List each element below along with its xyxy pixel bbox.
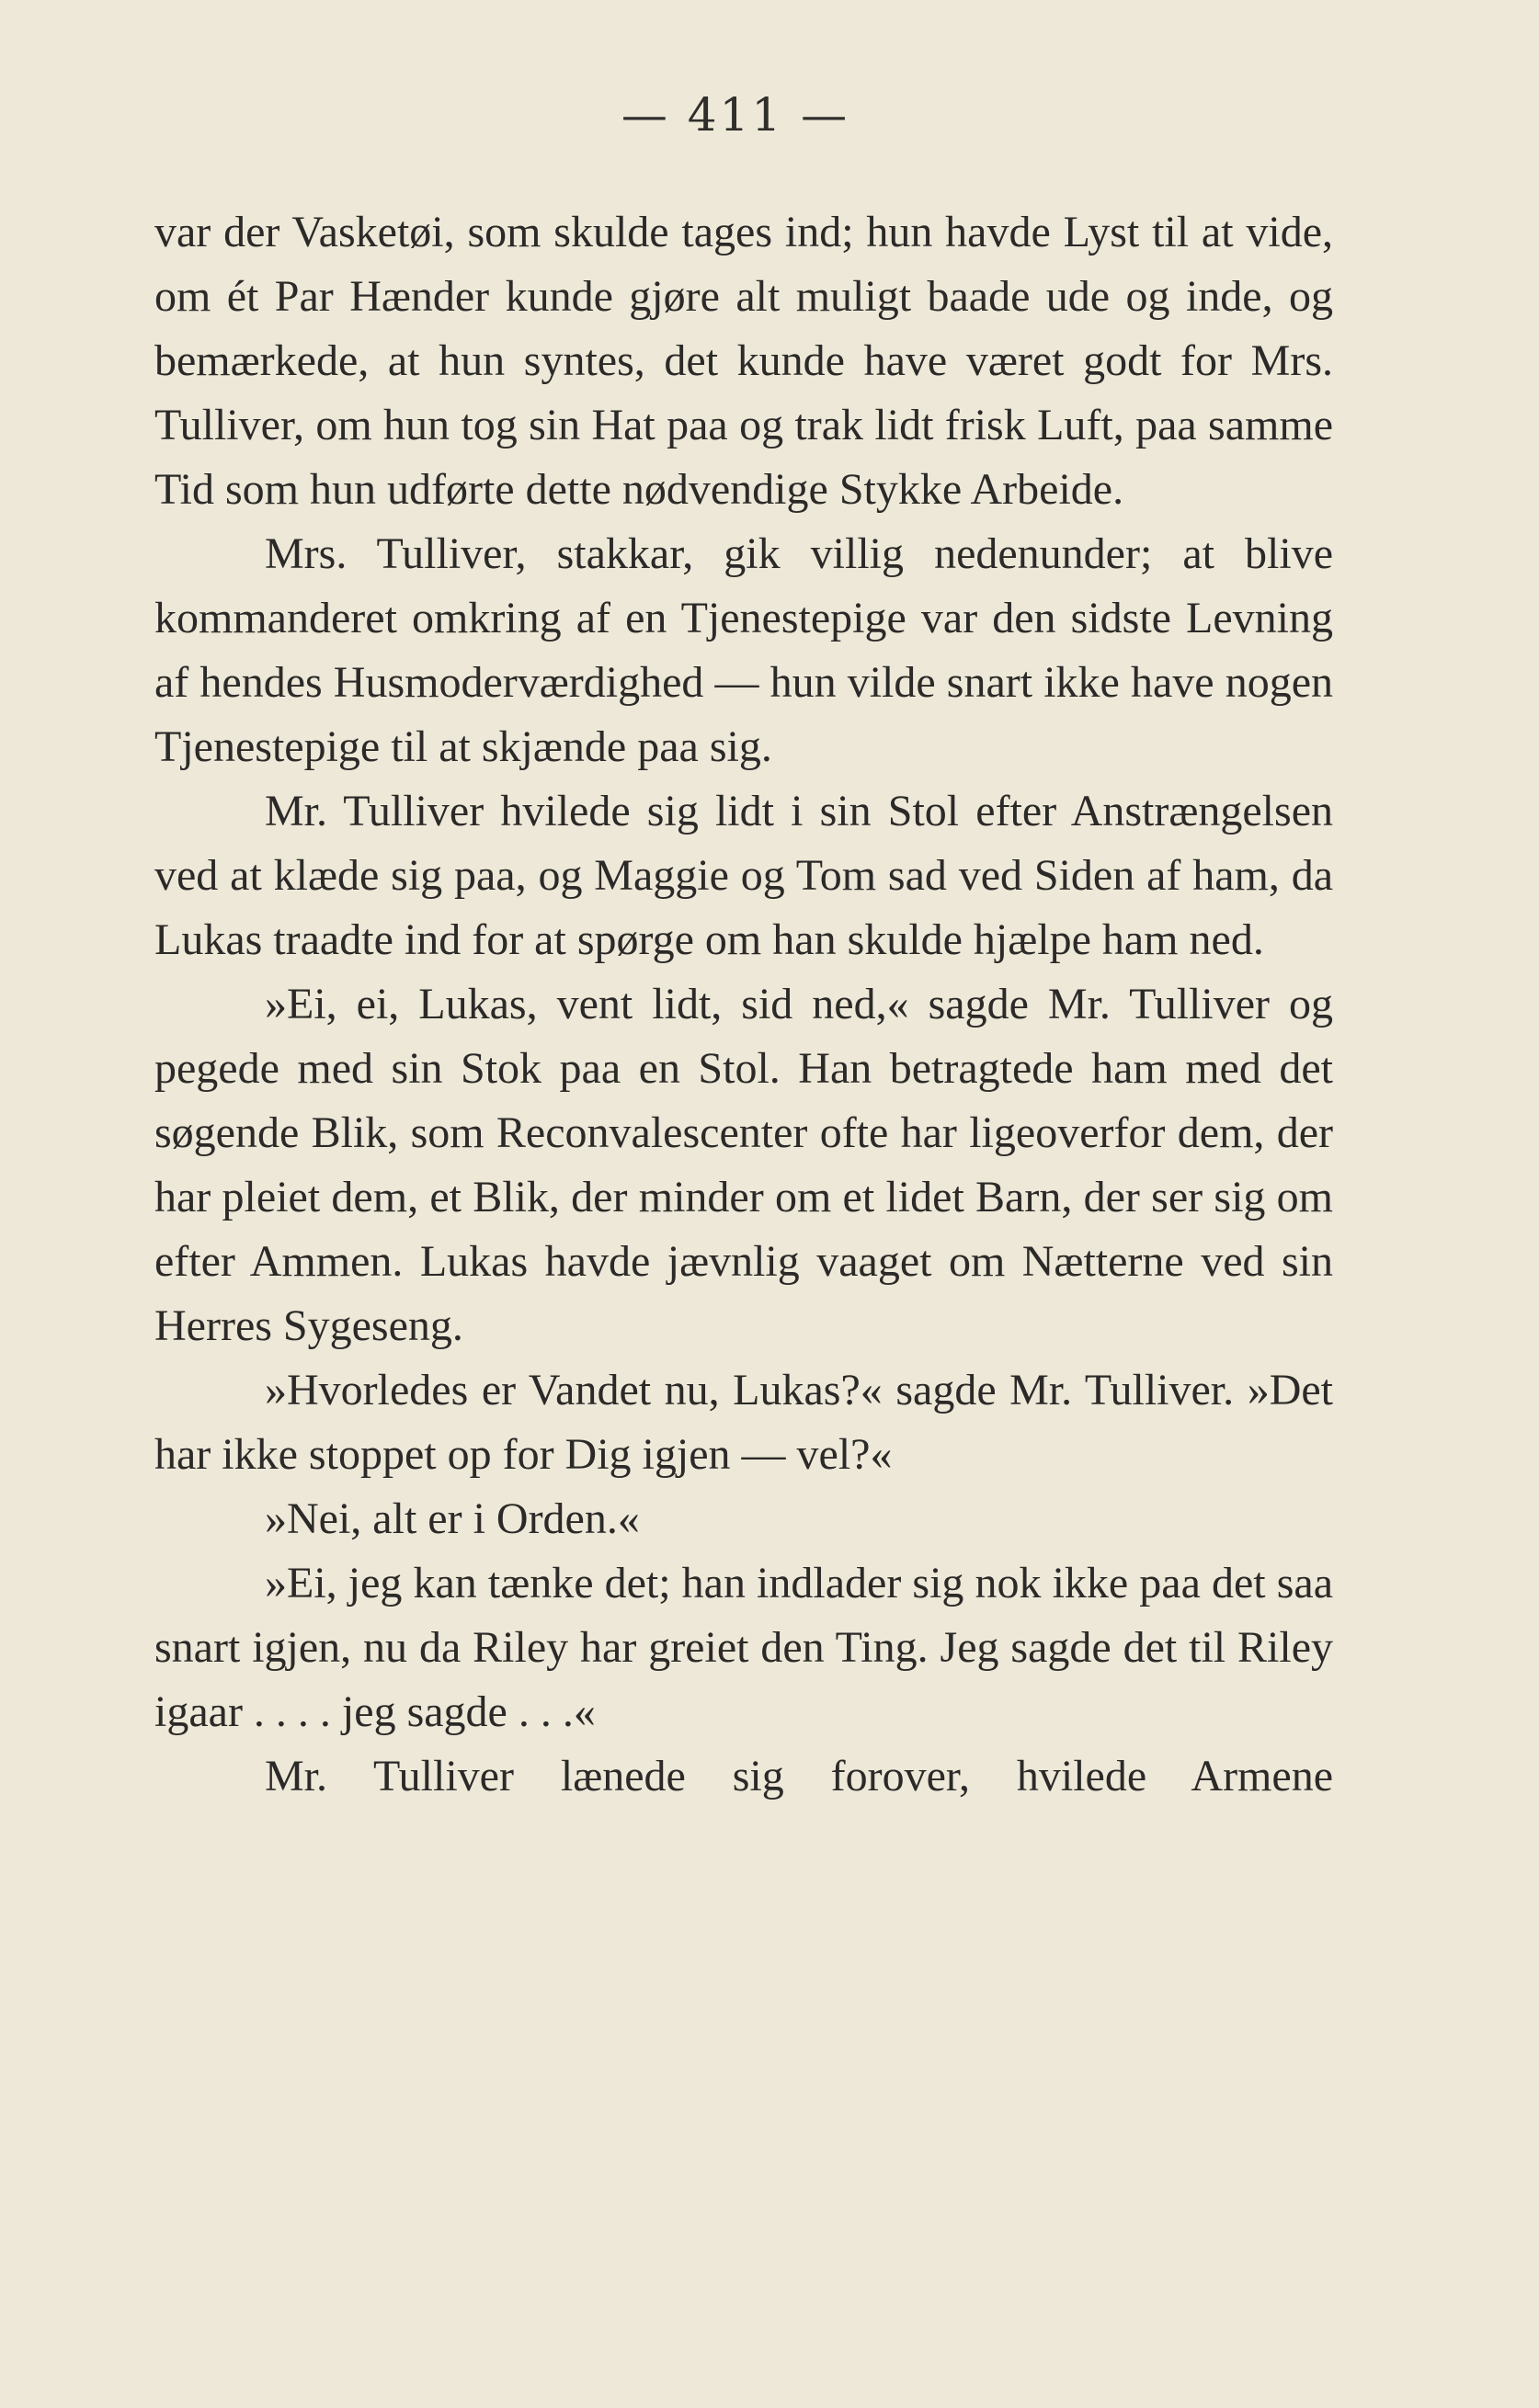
body-text — [154, 200, 1333, 1809]
page-number: — 411 — — [621, 88, 850, 142]
paragraph: »Ei, ei, Lukas, vent lidt, sid ned,« sagde Mr. Tulliver og pegede med sin Stok paa en Stol. Han betragtede ham med det søgende Blik, som Reconvalescenter ofte har ligeoverfor dem, der har pleiet dem, et Blik, der minder om et lidet Barn, der ser sig om efter Ammen. Lukas havde jævnlig vaaget om Nætterne ved sin Herres Sygeseng. — [154, 980, 1333, 1350]
paragraph-last-line: Mr. Tulliver lænede sig forover, hvilede Armene — [265, 1752, 1333, 1800]
paragraph: »Hvorledes er Vandet nu, Lukas?« sagde Mr. Tulliver. »Det har ikke stoppet op for Dig igjen — vel?« — [154, 1366, 1333, 1479]
paragraph: Mr. Tulliver hvilede sig lidt i sin Stol efter Anstrængelsen ved at klæde sig paa, og Maggie og Tom sad ved Siden af ham, da Lukas traadte ind for at spørge om han skulde hjælpe ham ned. — [154, 787, 1333, 964]
paragraph: »Nei, alt er i Orden.« — [265, 1494, 640, 1543]
paragraph: »Ei, jeg kan tænke det; han indlader sig nok ikke paa det saa snart igjen, nu da Riley har greiet den Ting. Jeg sagde det til Riley igaar . . . . jeg sagde . . .« — [154, 1559, 1333, 1736]
paragraph: var der Vasketøi, som skulde tages ind; hun havde Lyst til at vide, om ét Par Hænder kunde gjøre alt muligt baade ude og inde, og bemærkede, at hun syntes, det kunde have været godt for Mrs. Tulliver, om hun tog sin Hat paa og trak lidt frisk Luft, paa samme Tid som hun udførte dette nødvendige Stykke Arbeide. — [154, 208, 1333, 514]
paragraph: Mrs. Tulliver, stakkar, gik villig nedenunder; at blive kommanderet omkring af en Tjenestepige var den sidste Levning af hendes Husmoderværdighed — hun vilde snart ikke have nogen Tjenestepige til at skjænde paa sig. — [154, 529, 1333, 771]
